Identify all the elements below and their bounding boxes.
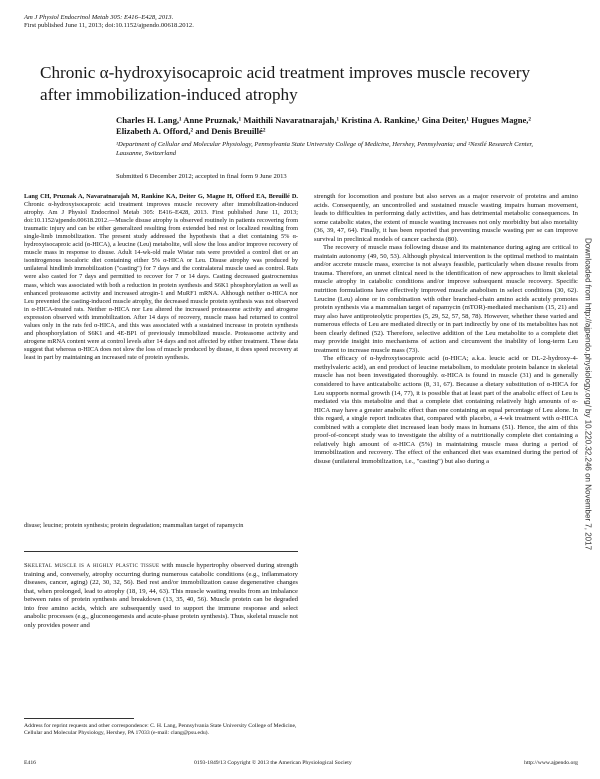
footnote-divider bbox=[24, 718, 134, 719]
copyright-notice: 0193-1849/13 Copyright © 2013 the American Physiological Society bbox=[194, 760, 352, 766]
download-watermark-text: Downloaded from http://ajpendo.physiology.org/ by 10.220.32.246 on November 7, 2017 bbox=[583, 237, 593, 551]
author-list: Charles H. Lang,¹ Anne Pruznak,¹ Maithili Navaratnarajah,¹ Kristina A. Rankine,¹ Gina Deiter,¹ Hugues Magne,² Elizabeth A. Offord,² and Denis Breuillé² bbox=[116, 115, 532, 136]
journal-url-link[interactable]: http://www.ajpendo.org bbox=[524, 760, 578, 766]
abstract-divider bbox=[24, 551, 298, 552]
affiliations: ¹Department of Cellular and Molecular Physiology, Pennsylvania State University College of Medicine, Hershey, Pennsylvania; and ²Nestlé Research Center, Lausanne, Switzerland bbox=[116, 141, 534, 157]
download-watermark bbox=[583, 214, 593, 574]
correspondence-footnote: Address for reprint requests and other correspondence: C. H. Lang, Pennsylvania State University College of Medicine, Cellular and Molecular Physiology, Hershey, PA 17033 (e-mail: clang@psu.edu). bbox=[24, 723, 297, 737]
abstract-body: Muscle disuse atrophy is observed routinely in patients recovering from traumatic injury and can be either generalized resulting from extended bed rest or localized resulting from single-limb immobilization. The present study addressed the hypothesis that a diet containing 5% α-hydroxyisocaproic acid (α-HICA), a leucine (Leu) metabolite, will slow the loss and/or improve recovery of muscle mass in response to disuse. Adult 14-wk-old male Wistar rats were provided a control diet or an isonitrogenous isocaloric diet containing either 5% α-HICA or Leu. Disuse atrophy was produced by unilateral hindlimb immobilization ("casting") for 7 days and the contralateral muscle used as control. Rats were also casted for 7 days and permitted to recover for 7 or 14 days. Casting decreased gastrocnemius mass, which was associated with both a reduction in protein synthesis and S6K1 phosphorylation as well as enhanced proteasome activity and increased atrogin-1 and MuRF1 mRNA. Although neither α-HICA nor Leu prevented the casting-induced muscle atrophy, the decreased muscle protein synthesis was not observed in α-HICA-treated rats. Neither α-HICA nor Leu altered the increased proteasome activity and atrogene expression observed with immobilization. After 14 days of recovery, muscle mass had returned to control values only in the rats fed α-HICA, and this was associated with a sustained increase in protein synthesis and phosphorylation of S6K1 and 4E-BP1 of previously immobilized muscle. Proteasome activity and atrogene mRNA content were at control levels after 14 days and not affected by either treatment. These data suggest that whereas α-HICA does not slow the loss of muscle produced by disuse, it does speed recovery at least in part by maintaining an increased rate of protein synthesis. bbox=[24, 217, 298, 361]
body-paragraph-3: The efficacy of α-hydroxyisocaproic acid (α-HICA; a.k.a. leucic acid or DL-2-hydroxy-4-methylvaleric acid), an end product of leucine metabolism, to modulate protein balance in skeletal muscle has not been investigated thoroughly. α-HICA is found in muscle (31) and is generally considered to have anticatabolic actions (8, 31, 67). Because a dietary substitution of α-HICA for Leu supports normal growth (14, 77), it is possible that at least part of the anabolic effect of Leu is mediated via this metabolite and that a complete diet containing relatively high amounts of α-HICA may have a greater anabolic effect than one containing an equal percentage of Leu alone. In this regard, a single report indicates that, compared with placebo, a 4-wk treatment with α-HICA combined with a complete diet increased lean body mass in humans (51). Hence, the aim of this proof-of-concept study was to investigate the ability of a nutritionally complete diet containing a relatively high amount of α-HICA (5%) in maintaining muscle mass during a period of immobilization and recovery. The effect of the enhanced diet was examined during the period of disuse (unilateral immobilization, i.e., "casting") but also during a bbox=[314, 355, 578, 465]
journal-citation: Am J Physiol Endocrinol Metab 305: E416–E428, 2013. bbox=[24, 14, 174, 21]
submission-dates: Submitted 6 December 2012; accepted in final form 9 June 2013 bbox=[116, 173, 287, 180]
abstract-citation: Chronic α-hydroxyisocaproic acid treatment improves muscle recovery after immobilization-induced atrophy. Am J Physiol Endocrinol Metab 305: E416–E428, 2013. First published June 11, 2013; doi:10.1152/ajpendo.00618.2012.— bbox=[24, 201, 298, 225]
publication-info: First published June 11, 2013; doi:10.1152/ajpendo.00618.2012. bbox=[24, 22, 194, 29]
body-paragraph-2: The recovery of muscle mass following disuse and its maintenance during aging are critical to maintain autonomy (49, 50, 53). Although physical intervention is the optimal method to maintain and/or accrete muscle mass, exercise is not always feasible, particularly when disuse results from trauma. Therefore, an unmet clinical need is the identification of new approaches to limit skeletal muscle atrophy in catabolic conditions and/or improve subsequent muscle recovery. Specific nutrition formulations have effectively improved muscle anabolism in select conditions (30, 62). Leucine (Leu) alone or in combination with other branched-chain amino acids acutely promotes protein synthesis via a mammalian target of rapamycin (mTOR)-mediated mechanism (15, 21) and may also have antiproteolytic properties (5, 29, 52, 57, 58, 78). However, whether these varied and numerous effects of Leu are mediated directly or in part indirectly by one of its metabolites has not been clearly defined (52). Therefore, selective addition of the Leu metabolite to a complete diet may provide insight into mechanisms of action and circumvent the inability of long-term Leu treatment to increase muscle mass (73). bbox=[314, 244, 578, 354]
body-paragraph-1: strength for locomotion and posture but also serves as a major reservoir of proteins and amino acids. Consequently, an uncontrolled and sustained muscle wasting impairs human movement, leads to difficulties in performing daily activities, and has detrimental metabolic consequences. In some catabolic states, the extent of muscle wasting increases not only morbidity but also mortality (36, 39, 47, 64). Finally, it has been reported that preventing muscle wasting per se can improve survival in preclinical models of cancer cachexia (80). bbox=[314, 193, 578, 243]
intro-lead: Skeletal muscle is a highly plastic tissue bbox=[24, 562, 160, 569]
article-title: Chronic α-hydroxyisocaproic acid treatment improves muscle recovery after immobilization-induced atrophy bbox=[40, 63, 531, 104]
keywords: disuse; leucine; protein synthesis; protein degradation; mammalian target of rapamycin bbox=[24, 522, 244, 529]
introduction-paragraph bbox=[24, 562, 298, 630]
right-column bbox=[314, 193, 578, 467]
page-footer bbox=[24, 758, 578, 768]
abstract bbox=[24, 193, 298, 362]
abstract-citation-authors: Lang CH, Pruznak A, Navaratnarajah M, Rankine KA, Deiter G, Magne H, Offord EA, Breuillé D. bbox=[24, 193, 298, 200]
intro-text: with muscle hypertrophy observed during strength training and, conversely, atrophy occurring during numerous catabolic conditions (e.g., inflammatory diseases, cancer, aging) (22, 30, 32, 56). Bed rest and/or immobilization cause degenerative changes that, when prolonged, lead to atrophy (18, 19, 44, 63). This muscle wasting results from an imbalance between rates of protein synthesis and breakdown (13, 35, 40, 56). Muscle protein can be degraded into free amino acids, which are subsequently used to support the immune response and select anabolic processes (e.g., gluconeogenesis and acute-phase protein synthesis). Thus, skeletal muscle not only provides power and bbox=[24, 562, 298, 629]
page-number: E416 bbox=[24, 760, 37, 766]
